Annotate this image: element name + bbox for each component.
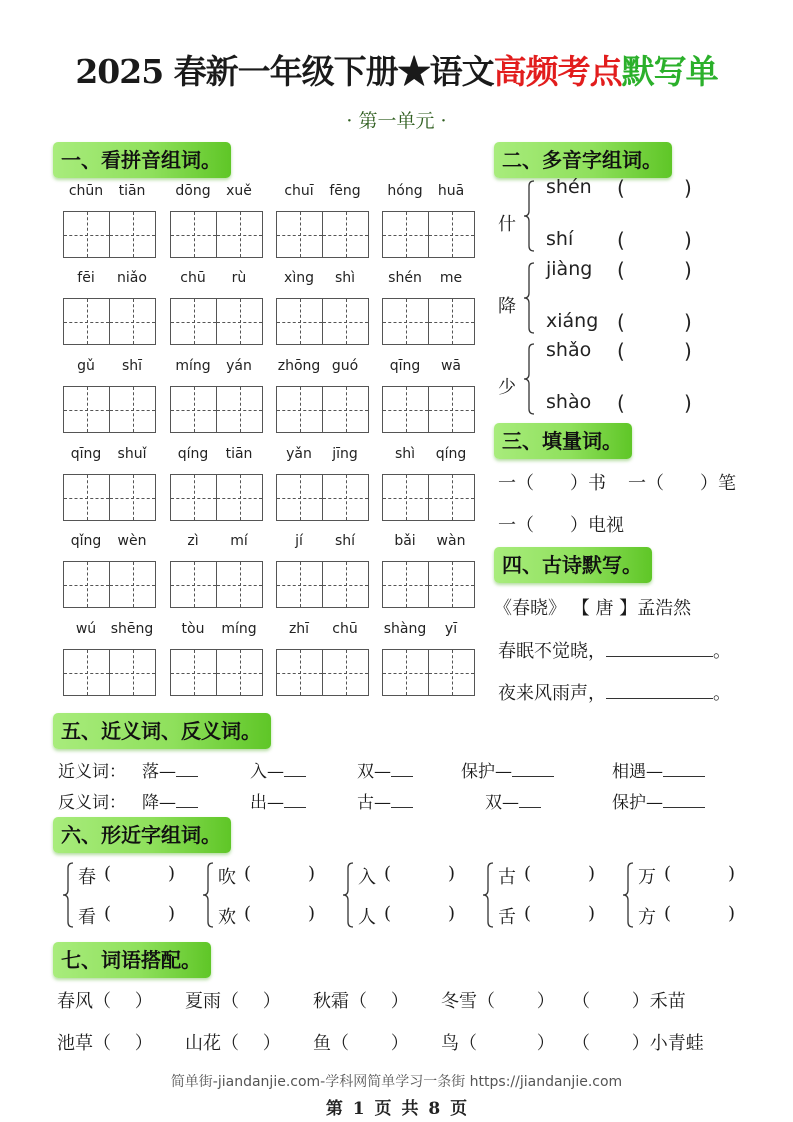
writing-cell[interactable] [383,475,428,520]
tianzige-box-pair[interactable] [382,649,475,696]
antonym-word: 古— [357,793,391,813]
tianzige-box-pair[interactable] [63,561,156,608]
writing-cell[interactable] [428,475,474,520]
writing-cell[interactable] [171,475,216,520]
pinyin-label: tiān [225,446,253,462]
pinyin-label: mí [230,533,248,549]
writing-cell[interactable] [216,212,262,257]
writing-cell[interactable] [428,299,474,344]
answer-paren-close: ) [684,258,692,282]
antonym-item [142,788,198,813]
tianzige-box-pair[interactable] [276,561,369,608]
writing-cell[interactable] [216,562,262,607]
pinyin-label: fēng [329,183,361,199]
similar-char: 欢 [218,907,236,928]
section5-heading: 五、近义词、反义词。 [53,713,271,749]
synonym-label: 近义词： [58,762,126,782]
curly-brace-icon [342,862,354,928]
word-match-item[interactable]: 春风（ ） [57,991,153,1012]
poem-header [494,594,691,620]
pinyin-label: shēng [110,621,154,637]
similar-char: 古 [498,867,516,888]
writing-cell[interactable] [216,387,262,432]
pinyin-label: jí [295,533,303,549]
tianzige-box-pair[interactable] [276,298,369,345]
curly-brace-icon [523,262,535,334]
pinyin-label: gǔ [77,358,95,374]
word-match-item[interactable]: （ ）禾苗 [572,991,686,1012]
pinyin-label: chū [332,621,358,637]
pinyin-label: wā [440,358,462,374]
tianzige-box-pair[interactable] [63,386,156,433]
writing-cell[interactable] [64,650,109,695]
writing-cell[interactable] [383,562,428,607]
antonym-blank[interactable] [519,807,541,808]
poem-author: 孟浩然 [637,598,692,619]
writing-cell[interactable] [64,562,109,607]
paren-open: ( [244,863,252,884]
similar-char: 人 [358,907,376,928]
writing-cell[interactable] [171,212,216,257]
synonym-blank[interactable] [176,776,198,777]
tianzige-box-pair[interactable] [276,649,369,696]
answer-blank[interactable] [534,865,584,887]
antonym-item [357,788,413,813]
pinyin-label: wèn [117,533,147,549]
page-title [0,46,793,93]
paren-open: ( [524,903,532,924]
tianzige-box-pair[interactable] [382,386,475,433]
tianzige-box-pair[interactable] [63,298,156,345]
synonym-item [357,757,413,782]
writing-cell[interactable] [109,562,155,607]
pinyin-label: zì [187,533,199,549]
poem-blank-1[interactable] [606,656,713,657]
tianzige-box-pair[interactable] [382,474,475,521]
paren-close: ) [728,863,736,884]
tianzige-box-pair[interactable] [170,298,263,345]
writing-cell[interactable] [109,475,155,520]
answer-paren-close: ) [684,339,692,363]
antonym-item [485,788,541,813]
word-match-item[interactable]: 山花（ ） [185,1033,281,1054]
synonym-word: 落— [142,762,176,782]
polyphone-char: 降 [498,296,516,317]
pinyin-label: qíng [177,446,209,462]
paren-open: ( [104,903,112,924]
word-match-item[interactable]: 冬雪（ ） [441,991,555,1012]
tianzige-box-pair[interactable] [382,561,475,608]
answer-blank[interactable] [674,905,724,927]
paren-close: ) [588,903,596,924]
unit-subtitle: · 第一单元 · [346,110,447,132]
paren-close: ) [308,863,316,884]
pinyin-label: bǎi [394,533,416,549]
writing-cell[interactable] [109,299,155,344]
answer-paren-open: ( [617,339,625,363]
section4-heading: 四、古诗默写。 [494,547,652,583]
polyphone-char: 少 [498,377,516,398]
writing-cell[interactable] [428,387,474,432]
poem-line-2 [498,679,731,705]
pinyin-label: yán [226,358,252,374]
antonym-label: 反义词： [58,793,126,813]
paren-open: ( [244,903,252,924]
antonym-blank[interactable] [176,807,198,808]
period: 。 [713,683,731,704]
writing-cell[interactable] [322,387,368,432]
paren-open: ( [664,863,672,884]
synonym-item [461,757,554,782]
tianzige-box-pair[interactable] [63,211,156,258]
writing-cell[interactable] [383,212,428,257]
writing-cell[interactable] [277,212,322,257]
synonym-word: 双— [357,762,391,782]
pinyin-label: wàn [436,533,466,549]
paren-open: ( [384,903,392,924]
writing-cell[interactable] [216,299,262,344]
similar-char: 春 [78,867,96,888]
paren-close: ) [168,903,176,924]
paren-open: ( [664,903,672,924]
paren-open: ( [524,863,532,884]
title-red: 高频考点 [493,52,622,91]
polyphone-reading: shào [546,391,592,413]
answer-blank[interactable] [114,905,164,927]
answer-blank[interactable] [114,865,164,887]
answer-blank[interactable] [630,260,682,284]
writing-cell[interactable] [109,212,155,257]
writing-cell[interactable] [383,299,428,344]
page-number: 第 1 页 共 8 页 [325,1099,468,1119]
answer-paren-open: ( [617,258,625,282]
paren-close: ) [588,863,596,884]
pinyin-label: jīng [332,446,358,462]
similar-char: 入 [358,867,376,888]
pinyin-label: qīng [389,358,421,374]
pinyin-label: chūn [68,183,104,199]
poem-blank-2[interactable] [606,698,713,699]
answer-blank[interactable] [630,341,682,365]
paren-close: ) [168,863,176,884]
writing-cell[interactable] [171,562,216,607]
synonym-blank[interactable] [663,776,705,777]
polyphone-reading: shǎo [546,339,592,361]
measure-word-2[interactable]: 一（ ）笔 [628,473,736,494]
synonym-word: 相遇— [612,762,663,782]
antonym-blank[interactable] [663,807,705,808]
writing-cell[interactable] [428,650,474,695]
pinyin-label: qíng [435,446,467,462]
tianzige-box-pair[interactable] [276,474,369,521]
pinyin-label: yǎn [286,446,312,462]
writing-cell[interactable] [277,650,322,695]
pinyin-label: xuě [226,183,252,199]
synonym-item [612,757,705,782]
poem-line-1-text: 春眠不觉晓， [498,641,606,662]
antonym-blank[interactable] [391,807,413,808]
writing-cell[interactable] [171,650,216,695]
paren-close: ) [448,903,456,924]
pinyin-label: shén [388,270,422,286]
writing-cell[interactable] [322,650,368,695]
antonym-item [250,788,306,813]
similar-char: 吹 [218,867,236,888]
writing-cell[interactable] [216,650,262,695]
pinyin-label: shàng [383,621,427,637]
tianzige-box-pair[interactable] [170,474,263,521]
tianzige-box-pair[interactable] [63,474,156,521]
poem-dynasty: 【 唐 】 [571,598,638,619]
writing-cell[interactable] [383,650,428,695]
tianzige-box-pair[interactable] [170,561,263,608]
word-match-item[interactable]: 鸟（ ） [441,1033,555,1054]
pinyin-label: chuī [284,183,314,199]
antonym-word: 保护— [612,793,663,813]
pinyin-label: míng [221,621,257,637]
writing-cell[interactable] [428,212,474,257]
pinyin-label: shì [334,270,356,286]
poem-title: 《春晓》 [494,598,566,619]
answer-blank[interactable] [630,312,682,336]
pinyin-label: wú [75,621,97,637]
tianzige-box-pair[interactable] [276,211,369,258]
pinyin-label: chū [180,270,206,286]
writing-cell[interactable] [322,562,368,607]
pinyin-label: qīng [70,446,102,462]
writing-cell[interactable] [277,299,322,344]
poem-line-1 [498,637,731,663]
answer-paren-open: ( [617,310,625,334]
tianzige-box-pair[interactable] [276,386,369,433]
writing-cell[interactable] [322,475,368,520]
synonym-blank[interactable] [284,776,306,777]
brace [482,862,496,928]
antonym-blank[interactable] [284,807,306,808]
antonym-item [612,788,705,813]
polyphone-reading: shí [546,228,574,250]
writing-cell[interactable] [322,212,368,257]
polyphone-char: 什 [498,214,516,235]
curly-brace-icon [622,862,634,928]
section6-heading: 六、形近字组词。 [53,817,231,853]
brace [342,862,356,928]
pinyin-label: shī [121,358,143,374]
pinyin-label: hóng [387,183,423,199]
word-match-item[interactable]: 夏雨（ ） [185,991,281,1012]
curly-brace-icon [523,343,535,415]
antonym-word: 降— [142,793,176,813]
writing-cell[interactable] [383,387,428,432]
brace [62,862,76,928]
answer-blank[interactable] [394,865,444,887]
pinyin-label: shí [334,533,356,549]
polyphone-reading: jiàng [546,258,593,280]
tianzige-box-pair[interactable] [170,386,263,433]
polyphone-reading: xiáng [546,310,599,332]
pinyin-label: rù [231,270,247,286]
pinyin-label: míng [175,358,211,374]
polyphone-reading: shén [546,176,592,198]
writing-cell[interactable] [109,387,155,432]
answer-blank[interactable] [674,865,724,887]
pinyin-label: xìng [284,270,314,286]
brace [202,862,216,928]
synonym-blank[interactable] [512,776,554,777]
writing-cell[interactable] [322,299,368,344]
answer-blank[interactable] [394,905,444,927]
pinyin-label: guó [331,358,359,374]
paren-open: ( [384,863,392,884]
writing-cell[interactable] [171,387,216,432]
curly-brace-icon [482,862,494,928]
tianzige-box-pair[interactable] [170,211,263,258]
paren-close: ) [448,863,456,884]
answer-blank[interactable] [254,865,304,887]
writing-cell[interactable] [277,562,322,607]
writing-cell[interactable] [216,475,262,520]
similar-char: 方 [638,907,656,928]
writing-cell[interactable] [277,387,322,432]
writing-cell[interactable] [171,299,216,344]
writing-cell[interactable] [277,475,322,520]
tianzige-box-pair[interactable] [170,649,263,696]
curly-brace-icon [62,862,74,928]
word-match-item[interactable]: （ ）小青蛙 [572,1033,704,1054]
brace [622,862,636,928]
measure-word-1[interactable]: 一（ ）书 [498,473,606,494]
paren-close: ) [308,903,316,924]
writing-cell[interactable] [64,299,109,344]
pinyin-label: qǐng [70,533,102,549]
answer-blank[interactable] [254,905,304,927]
antonym-word: 双— [485,793,519,813]
pinyin-label: tiān [118,183,146,199]
word-match-item[interactable]: 鱼（ ） [313,1033,409,1054]
writing-cell[interactable] [109,650,155,695]
pinyin-label: niǎo [117,270,147,286]
antonym-word: 出— [250,793,284,813]
answer-paren-close: ) [684,391,692,415]
writing-cell[interactable] [428,562,474,607]
answer-blank[interactable] [630,230,682,254]
answer-paren-close: ) [684,310,692,334]
answer-paren-close: ) [684,176,692,200]
answer-paren-open: ( [617,391,625,415]
measure-word-3[interactable]: 一（ ）电视 [498,515,624,536]
answer-paren-open: ( [617,228,625,252]
pinyin-label: me [439,270,463,286]
pinyin-label: dōng [175,183,211,199]
section2-heading: 二、多音字组词。 [494,142,672,178]
pinyin-label: tòu [181,621,205,637]
pinyin-label: huā [437,183,465,199]
pinyin-label: zhī [288,621,310,637]
writing-cell[interactable] [64,475,109,520]
synonym-item [250,757,306,782]
section1-heading: 一、看拼音组词。 [53,142,231,178]
curly-brace-icon [202,862,214,928]
answer-paren-open: ( [617,176,625,200]
writing-cell[interactable] [64,212,109,257]
similar-char: 看 [78,907,96,928]
paren-open: ( [104,863,112,884]
title-green: 默写单 [621,52,718,91]
tianzige-box-pair[interactable] [382,298,475,345]
pinyin-label: shuǐ [117,446,147,462]
similar-char: 舌 [498,907,516,928]
tianzige-box-pair[interactable] [382,211,475,258]
pinyin-label: yī [444,621,458,637]
word-match-item[interactable]: 秋霜（ ） [313,991,409,1012]
brace [523,343,539,415]
curly-brace-icon [523,180,535,252]
pinyin-label: fēi [77,270,95,286]
poem-line-2-text: 夜来风雨声， [498,683,606,704]
word-match-item[interactable]: 池草（ ） [57,1033,153,1054]
pinyin-label: shì [394,446,416,462]
synonym-word: 保护— [461,762,512,782]
similar-char: 万 [638,867,656,888]
section3-heading: 三、填量词。 [494,423,632,459]
answer-paren-close: ) [684,228,692,252]
writing-cell[interactable] [64,387,109,432]
answer-blank[interactable] [534,905,584,927]
title-black: 2025 春新一年级下册★语文 [75,52,494,91]
paren-close: ) [728,903,736,924]
answer-blank[interactable] [630,393,682,417]
synonym-blank[interactable] [391,776,413,777]
tianzige-box-pair[interactable] [63,649,156,696]
brace [523,180,539,252]
synonym-word: 入— [250,762,284,782]
brace [523,262,539,334]
pinyin-label: zhōng [277,358,321,374]
section7-heading: 七、词语搭配。 [53,942,211,978]
synonym-item [142,757,198,782]
answer-blank[interactable] [630,178,682,202]
period: 。 [713,641,731,662]
watermark: 简单街-jiandanjie.com-学科网简单学习一条街 https://jiandanjie.com [170,1074,623,1090]
